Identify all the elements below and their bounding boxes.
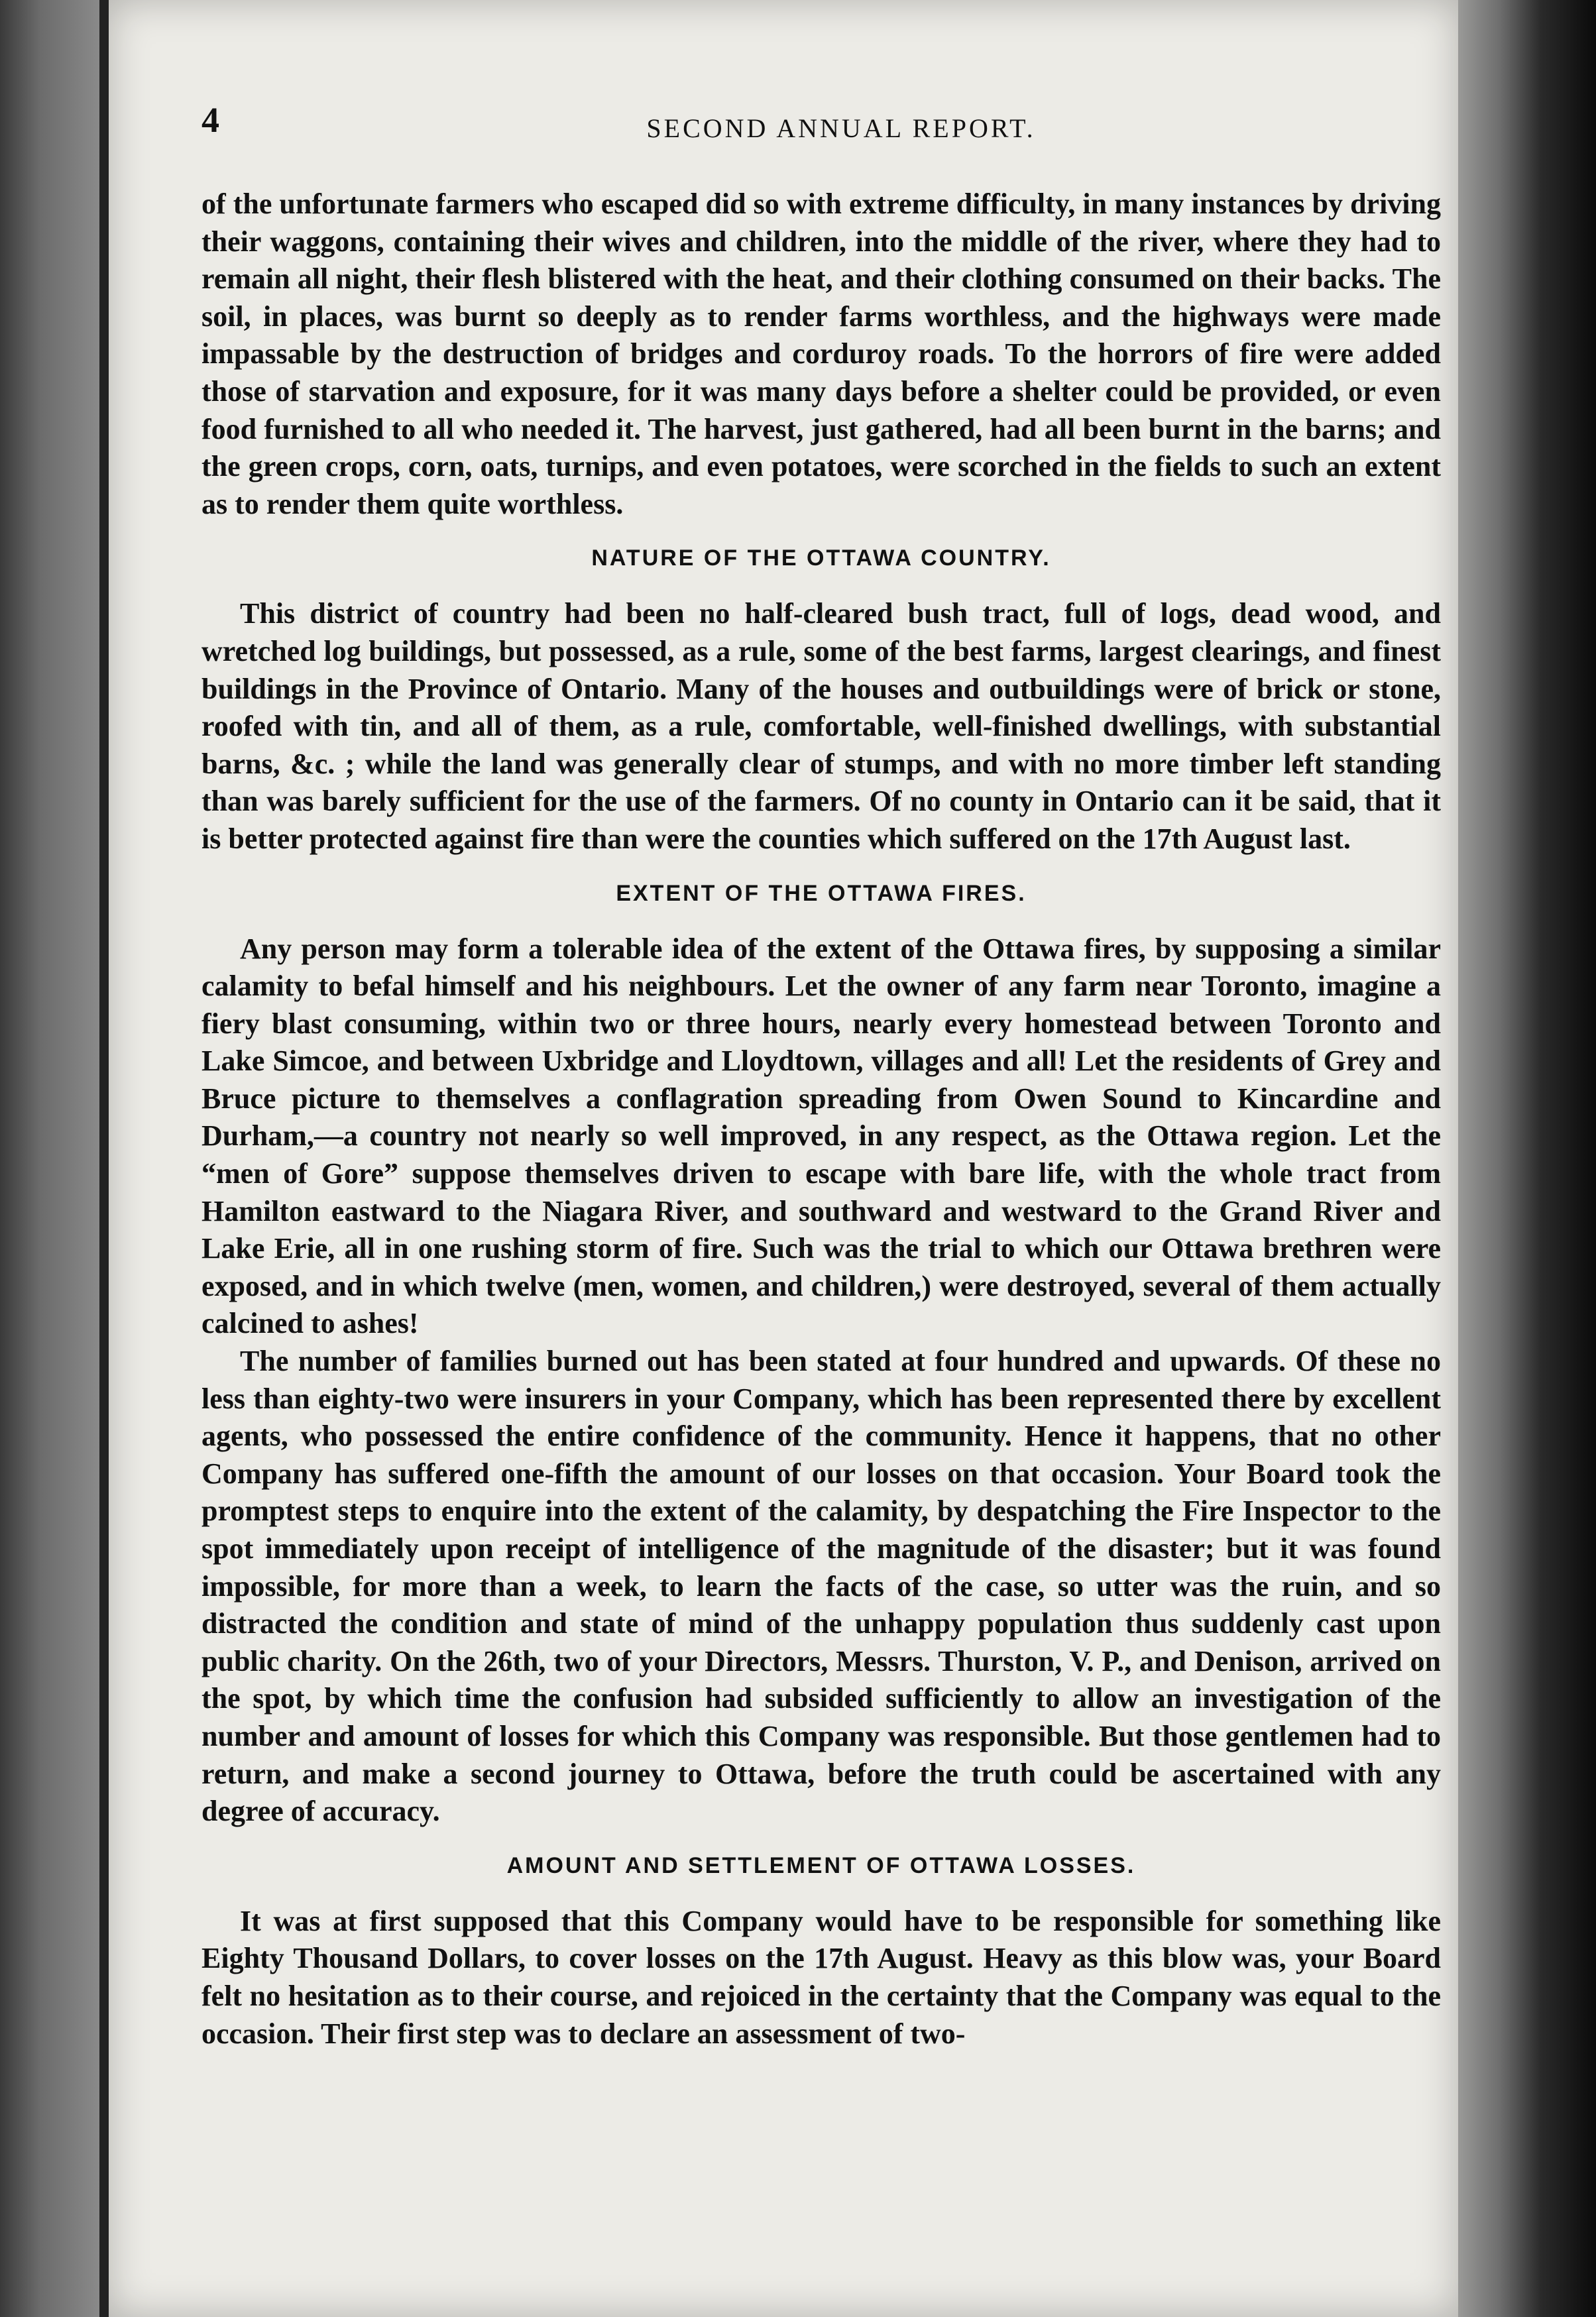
nature-paragraph: This district of country had been no half-cleared bush tract, full of logs, dead wood, and wretched log buildings, but possessed, as a rule, some of the best farms, largest clearings, and finest buildings in the Province of Ontario. Many of the houses and outbuildings were of brick or stone, roofed with tin, and all of them, as a rule, comfortable, well-finished dwellings, with substantial barns, &c. ; while the land was generally clear of stumps, and with no more timber left standing than was barely sufficient for the use of the farmers. Of no county in Ontario can it be said, that it is better protected against fire than were the counties which suffered on the 17th August last. (201, 597, 1441, 855)
document-page (109, 0, 1458, 2317)
opening-paragraph: of the unfortunate farmers who escaped did so with extreme difficulty, in many instances by driving their waggons, containing their wives and children, into the middle of the river, where they had to remain all night, their flesh blistered with the heat, and their clothing consumed on their backs. The soil, in places, was burnt so deeply as to render farms worthless, and the highways were made impassable by the destruction of bridges and corduroy roads. To the horrors of fire were added those of starvation and exposure, for it was many days before a shelter could be provided, or even food furnished to all who needed it. The harvest, just gathered, had all been burnt in the barns; and the green crops, corn, oats, turnips, and even potatoes, were scorched in the fields to such an extent as to render them quite worthless. (201, 188, 1441, 520)
amount-paragraph: It was at first supposed that this Company would have to be responsible for something like Eighty Thousand Dollars, to cover losses on the 17th August. Heavy as this blow was, your Board felt no hesitation as to their course, and rejoiced in the certainty that the Company was equal to the occasion. Their first step was to declare an assessment of two- (201, 1904, 1441, 2050)
running-head (201, 99, 1441, 159)
extent-paragraph-2: The number of families burned out has been stated at four hundred and upwards. Of these no less than eighty-two were insurers in your Company, which has been represented there by excellent agents, who possessed the entire confidence of the community. Hence it happens, that no other Company has suffered one-fifth the amount of our losses on that occasion. Your Board took the promptest steps to enquire into the extent of the calamity, by despatching the Fire Inspector to the spot immediately upon receipt of intelligence of the magnitude of the disaster; but it was found impossible, for more than a week, to learn the facts of the case, so utter was the ruin, and so distracted the condition and state of mind of the unhappy population thus suddenly cast upon public charity. On the 26th, two of your Directors, Messrs. Thurston, V. P., and Denison, arrived on the spot, by which time the confusion had subsided sufficiently to allow an investigation of the number and amount of losses for which this Company was responsible. But those gentlemen had to return, and make a second journey to Ottawa, before the truth could be ascertained with any degree of accuracy. (201, 1345, 1441, 1828)
scan-binding-edge (99, 0, 109, 2317)
scan-left-margin (0, 0, 99, 2317)
scan-right-margin (1458, 0, 1596, 2317)
running-title: SECOND ANNUAL REPORT. (646, 113, 1036, 143)
section-heading-nature: NATURE OF THE OTTAWA COUNTRY. (591, 545, 1051, 571)
page-content (201, 99, 1441, 2053)
extent-paragraph-1: Any person may form a tolerable idea of the extent of the Ottawa fires, by supposing a similar calamity to befal himself and his neighbours. Let the owner of any farm near Toronto, imagine a fiery blast consuming, within two or three hours, nearly every homestead between Toronto and Lake Simcoe, and between Uxbridge and Lloydtown, villages and all! Let the residents of Grey and Bruce picture to themselves a conflagration spreading from Owen Sound to Kincardine and Durham,—a country not nearly so well improved, in any respect, as the Ottawa region. Let the “men of Gore” suppose themselves driven to escape with bare life, with the whole tract from Hamilton eastward to the Niagara River, and southward and westward to the Grand River and Lake Erie, all in one rushing storm of fire. Such was the trial to which our Ottawa brethren were exposed, and in which twelve (men, women, and children,) were destroyed, several of them actually calcined to ashes! (201, 932, 1441, 1340)
section-heading-extent: EXTENT OF THE OTTAWA FIRES. (616, 880, 1027, 906)
section-heading-amount: AMOUNT AND SETTLEMENT OF OTTAWA LOSSES. (506, 1852, 1136, 1878)
page-number: 4 (201, 100, 219, 140)
